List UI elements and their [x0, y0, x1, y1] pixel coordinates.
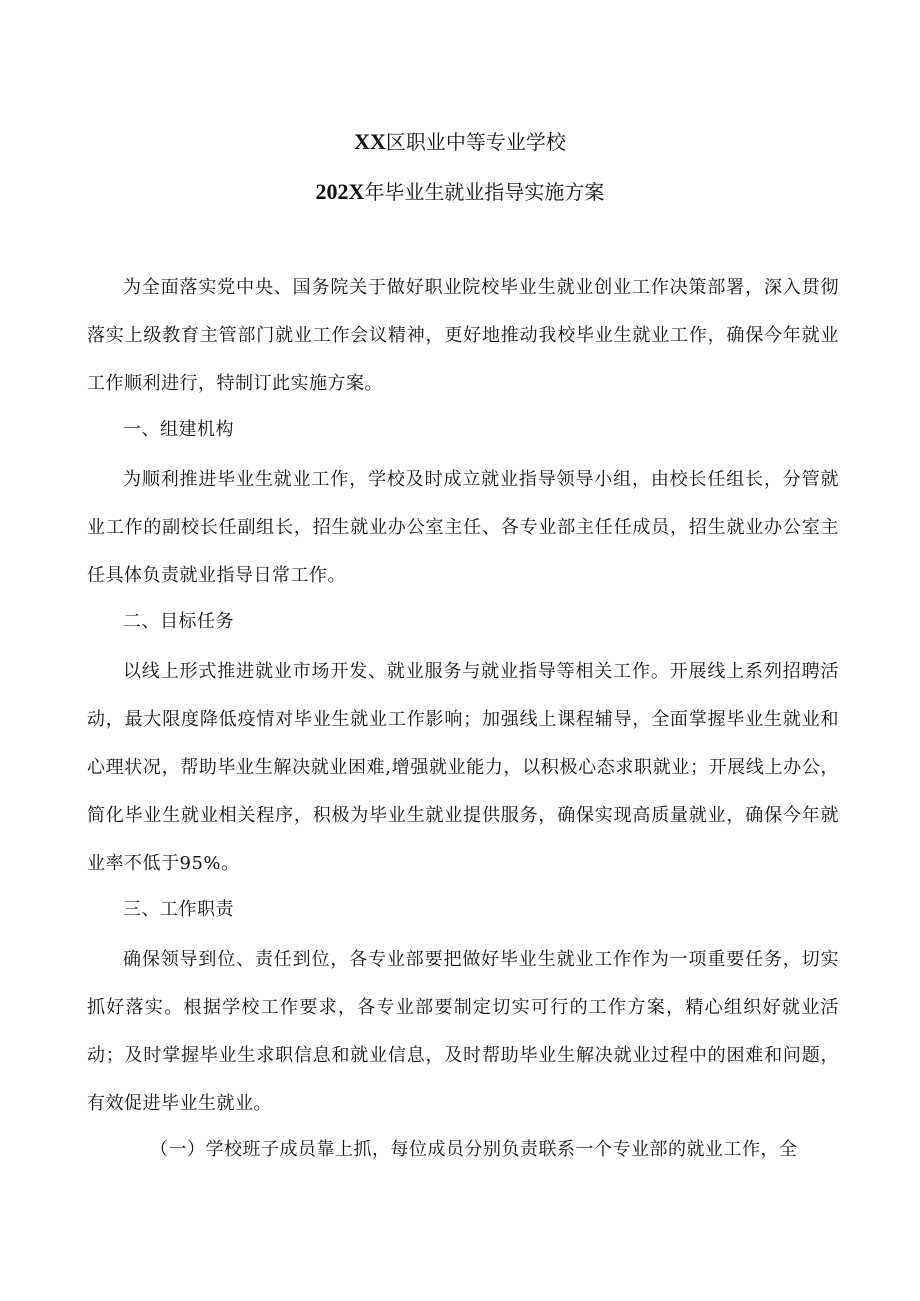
title-year-prefix: 202X [315, 179, 365, 204]
title-plan-name: 年毕业生就业指导实施方案 [364, 180, 605, 204]
section-heading-2: 二、目标任务 [123, 611, 234, 632]
title-school-name: 区职业中等专业学校 [385, 130, 566, 154]
document-title-line-1 [0, 128, 920, 156]
title-school-prefix: XX [354, 129, 386, 154]
subitem-1-paragraph: （一）学校班子成员靠上抓，每位成员分别负责联系一个专业部的就业工作，全 [150, 1139, 798, 1160]
section-body-1: 为顺利推进毕业生就业工作，学校及时成立就业指导领导小组，由校长任组长，分管就业工作的副校长任副组长，招生就业办公室主任、各专业部主任任成员，招生就业办公室主任具体负责就业指导日常工作。 [87, 469, 839, 586]
document-title-line-2 [0, 178, 920, 206]
section-body-2: 以线上形式推进就业市场开发、就业服务与就业指导等相关工作。开展线上系列招聘活动，最大限度降低疫情对毕业生就业工作影响；加强线上课程辅导，全面掌握毕业生就业和心理状况，帮助毕业生解决就业困难,增强就业能力，以积极心态求职就业；开展线上办公，简化毕业生就业相关程序，积极为毕业生就业提供服务，确保实现高质量就业，确保今年就业率不低于95%。 [87, 661, 839, 874]
section-heading-1: 一、组建机构 [123, 419, 234, 440]
section-body-3: 确保领导到位、责任到位，各专业部要把做好毕业生就业工作作为一项重要任务，切实抓好落实。根据学校工作要求，各专业部要制定切实可行的工作方案，精心组织好就业活动；及时掌握毕业生求职信息和就业信息，及时帮助毕业生解决就业过程中的困难和问题，有效促进毕业生就业。 [87, 949, 839, 1114]
intro-paragraph: 为全面落实党中央、国务院关于做好职业院校毕业生就业创业工作决策部署，深入贯彻落实上级教育主管部门就业工作会议精神，更好地推动我校毕业生就业工作，确保今年就业工作顺利进行，特制订此实施方案。 [87, 277, 839, 394]
section-heading-3: 三、工作职责 [123, 899, 234, 920]
